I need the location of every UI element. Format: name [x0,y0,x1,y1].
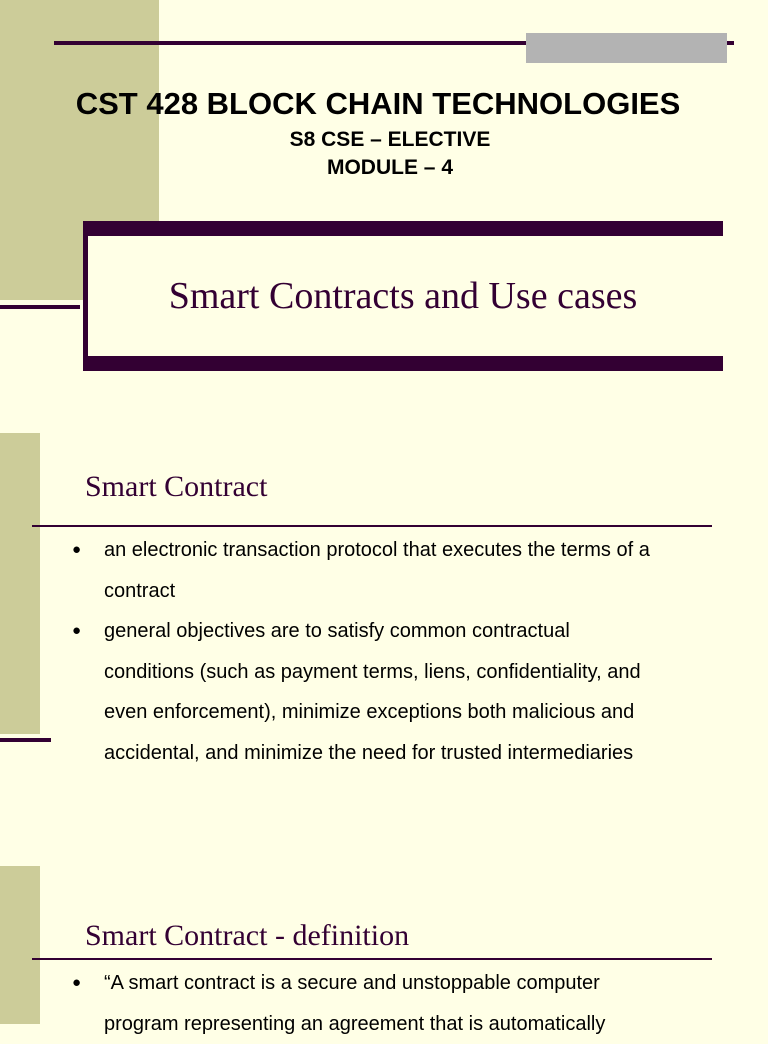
bullet-text-line: an electronic transaction protocol that executes the terms of a [104,530,732,571]
section-heading: Smart Contract - definition [85,917,409,955]
bullet-text-line: conditions (such as payment terms, liens, confidentiality, and [104,652,732,693]
slide1-left-rule [0,305,80,309]
slide3-olive-bar [0,866,40,1024]
list-item [72,530,732,611]
bullet-text-line: accidental, and minimize the need for trusted intermediaries [104,733,732,774]
bullet-list [72,530,732,773]
course-subtitle: S8 CSE – ELECTIVE [0,126,768,154]
bullet-icon: ● [72,530,88,571]
page-title: CST 428 BLOCK CHAIN TECHNOLOGIES [0,84,756,124]
list-item [72,963,732,1044]
section-heading-rule [32,958,712,960]
bullet-text-line: “A smart contract is a secure and unstoppable computer [104,963,732,1004]
slide2-olive-bar [0,433,40,734]
section-heading: Smart Contract [85,468,267,506]
bullet-text-line: general objectives are to satisfy common contractual [104,611,732,652]
bullet-text-line: program representing an agreement that is automatically [104,1004,732,1044]
bullet-text-line: contract [104,571,732,612]
slide2-left-rule [0,738,51,742]
bullet-icon: ● [72,611,88,652]
bullet-icon: ● [72,963,88,1004]
title-box-bottom-bar [83,356,723,371]
bullet-list [72,963,732,1044]
bullet-text-line: even enforcement), minimize exceptions both malicious and [104,692,732,733]
slide1-gray-accent [526,33,727,63]
list-item [72,611,732,773]
slide-title: Smart Contracts and Use cases [86,272,720,320]
section-heading-rule [32,525,712,527]
title-box-top-bar [83,221,723,236]
module-label: MODULE – 4 [0,154,768,182]
